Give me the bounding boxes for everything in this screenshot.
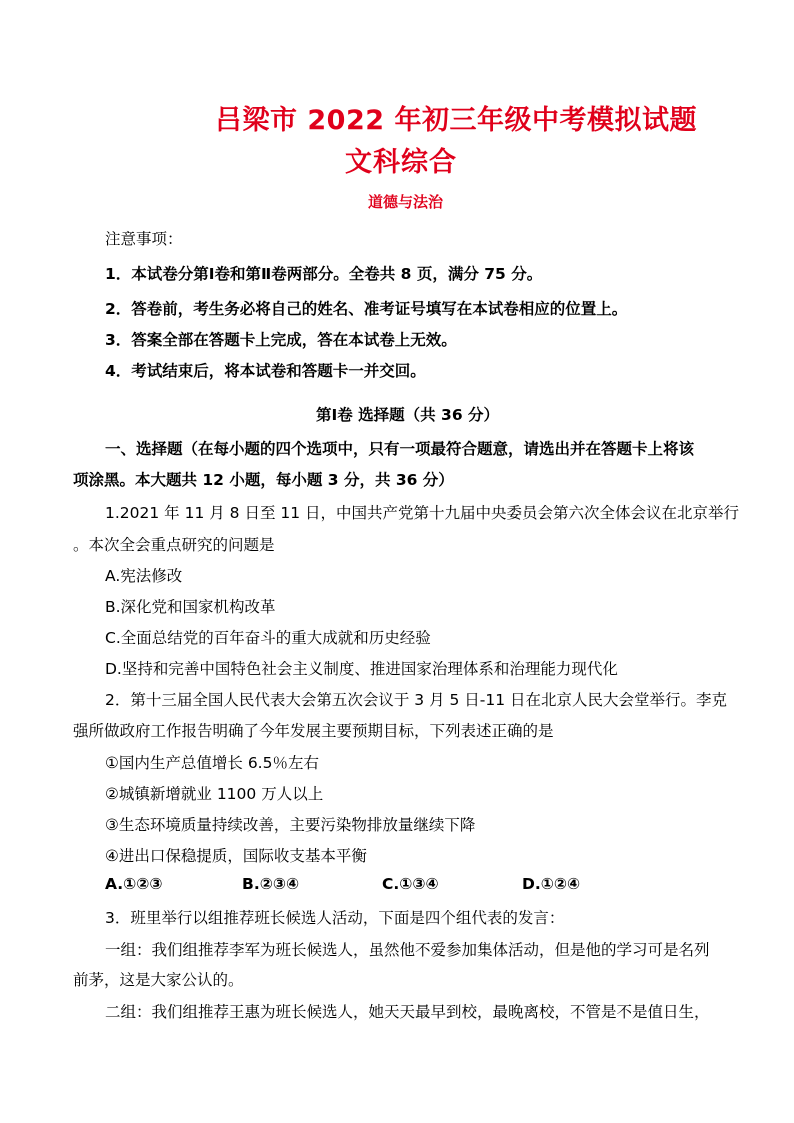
q3-stem: 3．班里举行以组推荐班长候选人活动，下面是四个组代表的发言： xyxy=(105,909,565,927)
section-instruction-line-1: 一、选择题（在每小题的四个选项中，只有一项最符合题意，请选出并在答题卡上将该 xyxy=(105,440,695,458)
note-item-4: 4．考试结束后，将本试卷和答题卡一并交回。 xyxy=(105,362,426,380)
q3-group1-line-2: 前茅，这是大家公认的。 xyxy=(73,971,244,989)
q1-option-d: D.坚持和完善中国特色社会主义制度、推进国家治理体系和治理能力现代化 xyxy=(105,660,618,678)
q2-option-a: A.①②③ xyxy=(105,875,163,893)
q2-options-row xyxy=(105,874,665,896)
subject-label: 道德与法治 xyxy=(368,193,444,211)
q3-group1-line-1: 一组：我们组推荐李军为班长候选人，虽然他不爱参加集体活动，但是他的学习可是名列 xyxy=(105,941,710,959)
q2-stem-line-1: 2．第十三届全国人民代表大会第五次会议于 3 月 5 日-11 日在北京人民大会堂举行。李克 xyxy=(105,691,728,709)
q2-option-d: D.①②④ xyxy=(522,875,581,893)
section-instruction-line-2: 项涂黑。本大题共 12 小题，每小题 3 分，共 36 分） xyxy=(73,471,454,489)
q2-item-2: ②城镇新增就业 1100 万人以上 xyxy=(105,785,324,803)
q2-item-3: ③生态环境质量持续改善，主要污染物排放量继续下降 xyxy=(105,816,476,834)
q2-option-c: C.①③④ xyxy=(382,875,439,893)
q1-option-b: B.深化党和国家机构改革 xyxy=(105,598,276,616)
q1-stem-line-2: 。本次全会重点研究的问题是 xyxy=(73,536,275,554)
q2-item-4: ④进出口保稳提质，国际收支基本平衡 xyxy=(105,847,367,865)
note-item-1: 1．本试卷分第Ⅰ卷和第Ⅱ卷两部分。全卷共 8 页，满分 75 分。 xyxy=(105,265,543,283)
q3-group2-line-1: 二组：我们组推荐王惠为班长候选人，她天天最早到校，最晚离校，不管是不是值日生， xyxy=(105,1003,710,1021)
note-item-2: 2．答卷前，考生务必将自己的姓名、准考证号填写在本试卷相应的位置上。 xyxy=(105,300,628,318)
q2-item-1: ①国内生产总值增长 6.5％左右 xyxy=(105,754,319,772)
note-item-3: 3．答案全部在答题卡上完成，答在本试卷上无效。 xyxy=(105,331,457,349)
q1-option-c: C.全面总结党的百年奋斗的重大成就和历史经验 xyxy=(105,629,431,647)
q2-option-b: B.②③④ xyxy=(242,875,300,893)
section-title: 第Ⅰ卷 选择题（共 36 分） xyxy=(316,406,500,424)
q1-stem-line-1: 1.2021 年 11 月 8 日至 11 日，中国共产党第十九届中央委员会第六次全体会议在北京举行 xyxy=(105,504,740,522)
exam-subtitle: 文科综合 xyxy=(345,147,457,178)
q1-option-a: A.宪法修改 xyxy=(105,567,183,585)
exam-title: 吕梁市 2022 年初三年级中考模拟试题 xyxy=(215,105,697,136)
notes-heading: 注意事项： xyxy=(105,230,183,248)
q2-stem-line-2: 强所做政府工作报告明确了今年发展主要预期目标，下列表述正确的是 xyxy=(73,722,554,740)
